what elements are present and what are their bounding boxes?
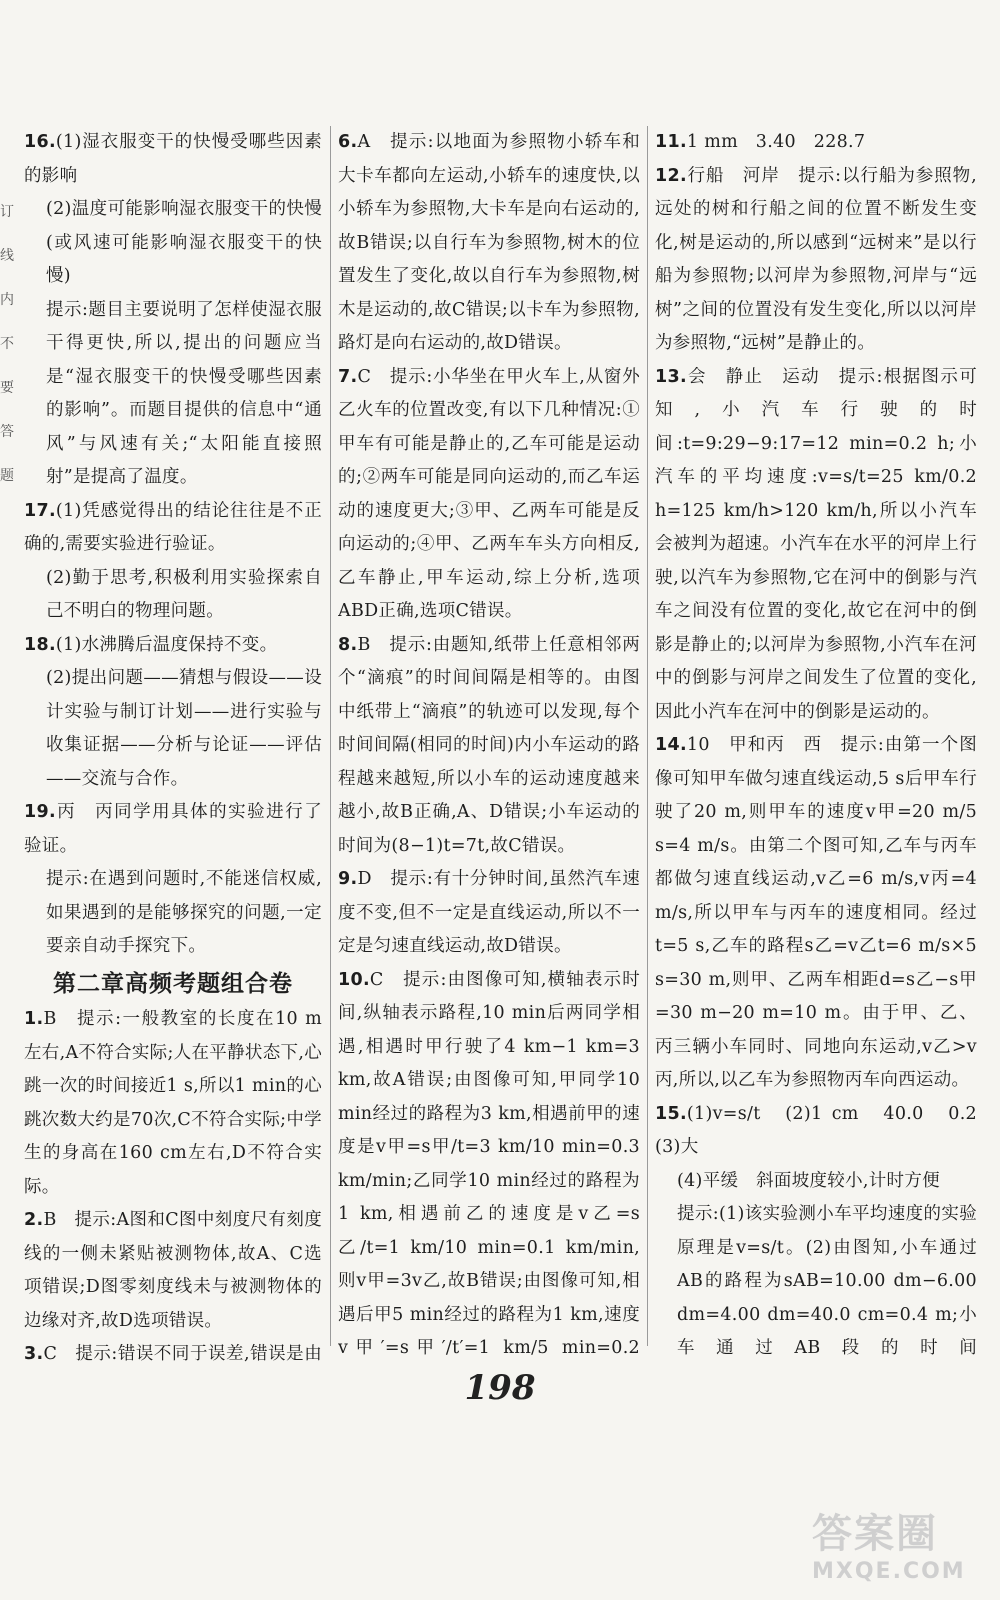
watermark-logo: 答案圈 — [812, 1511, 938, 1557]
answer-item: 12.行船 河岸 提示:以行船为参照物,远处的树和行船之间的位置不断发生变化,树是运动的,所以感到“远树来”是以行船为参照物;以河岸为参照物,河岸与“远树”之间的位置没有发生变化,所以以河岸为参照物,“远树”是静止的。 — [655, 165, 977, 353]
answer-item: 2.B 提示:A图和C图中刻度尺有刻度线的一侧未紧贴被测物体,故A、C选项错误;D图零刻度线未与被测物体的边缘对齐,故D选项错误。 — [24, 1210, 322, 1331]
answer-item: 10.C 提示:由图像可知,横轴表示时间,纵轴表示路程,10 min后两同学相遇,相遇时甲行驶了4 km−1 km=3 km,故A错误;由图像可知,甲同学10 min经过的路程为3 km,相遇前甲的速度是v甲=s甲/t=3 km/10 min=0.3 km/min;乙同学10 min经过的路程为1 km,相遇前乙的速度是v乙=s乙/t=1 km/10 min=0.1 km/min,则v甲=3v乙,故B错误;由图像可知,相遇后甲5 min经过的路程为1 km,速度v甲′=s甲′/t′=1 km/5 min=0.2 — [338, 969, 640, 1358]
answer-item: (4)平缓 斜面坡度较小,计时方便 — [677, 1170, 940, 1191]
answer-hint: 提示:(1)该实验测小车平均速度的实验原理是v=s/t。(2)由图知,小车通过AB的路程为sAB=10.00 dm−6.00 dm=4.00 dm=40.0 cm=0.4 m;小车通过AB段的时间 — [677, 1204, 977, 1358]
answer-item: 3.C 提示:错误不同于误差,错误是由 — [24, 1344, 322, 1364]
page-number: 198 — [464, 1368, 536, 1408]
answer-item: 15.(1)v=s/t (2)1 cm 40.0 0.2 (3)大 — [655, 1103, 977, 1157]
answer-item: 19.丙 丙同学用具体的实验进行了验证。 — [24, 802, 322, 856]
answer-item: 16.(1)湿衣服变干的快慢受哪些因素的影响 — [24, 132, 322, 186]
column-middle — [338, 126, 640, 1366]
answer-item: 11.1 mm 3.40 228.7 — [655, 132, 866, 152]
answer-item: 18.(1)水沸腾后温度保持不变。 — [24, 634, 278, 655]
watermark — [812, 1502, 982, 1582]
answer-item: 7.C 提示:小华坐在甲火车上,从窗外乙火车的位置改变,有以下几种情况:①甲车有可能是静止的,乙车可能是运动的;②两车可能是同向运动的,而乙车运动的速度更大;③甲、乙两车可能是反向运动的;④甲、乙两车车头方向相反,乙车静止,甲车运动,综上分析,选项ABD正确,选项C错误。 — [338, 366, 640, 621]
answer-hint: 提示:题目主要说明了怎样使湿衣服干得更快,所以,提出的问题应当是“湿衣服变干的快慢受哪些因素的影响”。而题目提供的信息中“通风”与风速有关;“太阳能直接照射”是提高了温度。 — [46, 299, 322, 487]
column-left — [24, 126, 322, 1366]
column-divider — [330, 126, 331, 1346]
answer-item: (2)温度可能影响湿衣服变干的快慢(或风速可能影响湿衣服变干的快慢) — [46, 199, 322, 286]
section-title: 第二章高频考题组合卷 — [53, 970, 293, 997]
binding-margin-marks: 订线内不要答题 — [0, 204, 14, 484]
answer-item: 14.10 甲和丙 西 提示:由第一个图像可知甲车做匀速直线运动,5 s后甲车行驶了20 m,则甲车的速度v甲=20 m/5 s=4 m/s。由第二个图可知,乙车与丙车都做匀速直线运动,v乙=6 m/s,v丙=4 m/s,所以甲车与丙车的速度相同。经过t=5 s,乙车的路程s乙=v乙t=6 m/s×5 s=30 m,则甲、乙两车相距d=s乙−s甲=30 m−20 m=10 m。由于甲、乙、丙三辆小车同时、同地向东运动,v乙>v丙,所以,以乙车为参照物丙车向西运动。 — [655, 735, 977, 1090]
column-divider — [647, 126, 648, 1346]
answer-item: 9.D 提示:有十分钟时间,虽然汽车速度不变,但不一定是直线运动,所以不一定是匀速直线运动,故D错误。 — [338, 869, 640, 956]
answer-item: (2)勤于思考,积极利用实验探索自己不明白的物理问题。 — [46, 567, 322, 621]
answer-item: (2)提出问题——猜想与假设——设计实验与制订计划——进行实验与收集证据——分析与论证——评估——交流与合作。 — [46, 668, 322, 789]
answer-item: 17.(1)凭感觉得出的结论往往是不正确的,需要实验进行验证。 — [24, 500, 322, 554]
watermark-site: MXQE.COM — [812, 1559, 966, 1584]
answer-hint: 提示:在遇到问题时,不能迷信权威,如果遇到的是能够探究的问题,一定要亲自动手探究下。 — [46, 869, 322, 956]
column-right — [655, 126, 977, 1366]
answer-item: 1.B 提示:一般教室的长度在10 m左右,A不符合实际;人在平静状态下,心跳一次的时间接近1 s,所以1 min的心跳次数大约是70次,C不符合实际;中学生的身高在160 cm左右,D不符合实际。 — [24, 1009, 322, 1197]
answer-item: 6.A 提示:以地面为参照物小轿车和大卡车都向左运动,小轿车的速度快,以小轿车为参照物,大卡车是向右运动的,故B错误;以自行车为参照物,树木的位置发生了变化,故以自行车为参照物,树木是运动的,故C错误;以卡车为参照物,路灯是向右运动的,故D错误。 — [338, 132, 640, 353]
answer-item: 13.会 静止 运动 提示:根据图示可知,小汽车行驶的时间:t=9:29−9:17=12 min=0.2 h;小汽车的平均速度:v=s/t=25 km/0.2 h=125 km/h>120 km/h,所以小汽车会被判为超速。小汽车在水平的河岸上行驶,以汽车为参照物,它在河中的倒影与汽车之间没有位置的变化,故它在河中的倒影是静止的;以河岸为参照物,小汽车在河中的倒影与河岸之间发生了位置的变化,因此小汽车在河中的倒影是运动的。 — [655, 366, 977, 722]
answer-item: 8.B 提示:由题知,纸带上任意相邻两个“滴痕”的时间间隔是相等的。由图中纸带上“滴痕”的轨迹可以发现,每个时间间隔(相同的时间)内小车运动的路程越来越短,所以小车的运动速度越来越小,故B正确,A、D错误;小车运动的时间为(8−1)t=7t,故C错误。 — [338, 634, 640, 856]
